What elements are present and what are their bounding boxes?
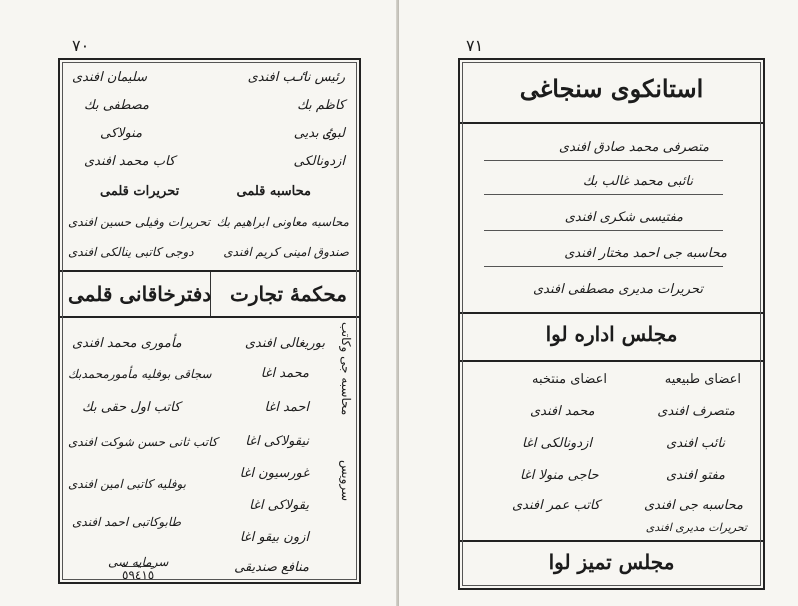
lower-row-1-right: بوریغالی افندی (244, 336, 325, 351)
side-note-2: سرویس (339, 460, 353, 502)
member-2-right: نائب افندی (666, 436, 725, 451)
member-4-right: محاسبه جی افندی (644, 498, 743, 513)
top-row-4-right: ازدونالکی (293, 154, 345, 169)
dotted-rule (484, 160, 723, 161)
footer-amount: ٥٩٤١٥ (122, 568, 155, 582)
council-heading: مجلس اداره لوا (545, 322, 678, 346)
official-5: تحریرات مدیری مصطفی افندی (532, 282, 703, 297)
right-page (399, 0, 798, 606)
official-3: مفتیسی شکری افندی (564, 210, 683, 225)
row2-2-right: صندوق امینی کریم افندی (223, 245, 349, 259)
column-header-natural: اعضای طبیعیه (664, 372, 741, 387)
official-4: محاسبه جی احمد مختار افندی (564, 246, 727, 261)
page-frame (458, 58, 765, 590)
top-row-3-left: منولاکی (100, 126, 143, 141)
column-header-left: تحریرات قلمی (100, 184, 180, 199)
divider (460, 540, 763, 542)
divider (60, 316, 359, 318)
column-header-right: محاسبه قلمی (236, 184, 311, 199)
member-5-right: تحریرات مدیری افندی (645, 521, 747, 534)
official-1: متصرفی محمد صادق افندی (558, 140, 709, 155)
top-row-1-right: رئیس ناٸب افندی (247, 70, 345, 85)
dotted-rule (484, 230, 723, 231)
divider (460, 360, 763, 362)
top-row-1-left: سلیمان افندی (72, 70, 148, 85)
lower-row-3-left: کاتب اول حقی بك (82, 400, 181, 415)
lower-row-6-right: یقولاکی اغا (249, 498, 309, 513)
lower-row-4-right: نیقولاکی اغا (245, 434, 309, 449)
side-note: محاسبه جی وکاتب (339, 322, 353, 416)
lower-row-1-left: مأموری محمد افندی (72, 336, 182, 351)
page-frame (58, 58, 361, 584)
member-3-right: مفتو افندی (665, 468, 725, 483)
row2-1-left: تحریرات وفیلی حسین افندی (68, 215, 211, 229)
column-header-elected: اعضای منتخبه (532, 372, 608, 387)
top-row-2-right: کاظم بك (297, 98, 345, 113)
dotted-rule (484, 194, 723, 195)
lower-row-2-right: محمد اغا (260, 366, 309, 381)
section-heading-commerce: محکمهٔ تجارت (230, 282, 347, 306)
lower-row-5-left: بوفلیه کاتبی امین افندی (68, 477, 186, 491)
member-4-left: کاتب عمر افندی (512, 498, 600, 513)
dotted-rule (484, 266, 723, 267)
page-number: ٧٠ (72, 36, 90, 55)
lower-row-7-right: ازون بیقو اغا (239, 530, 309, 545)
row2-1-right: محاسبه معاونی ابراهیم بك (216, 215, 349, 229)
lower-row-6-left: طابوکاتبی احمد افندی (72, 515, 182, 529)
top-row-4-left: کاب محمد افندی (84, 154, 176, 169)
lower-row-4-left: کاتب ثانی حسن شوکت افندی (68, 435, 218, 449)
page-number: ٧١ (466, 36, 484, 55)
lower-row-2-left: سجاقی بوفلیه مأمورمحمدبك (68, 367, 212, 381)
official-2: نائبی محمد غالب بك (582, 174, 693, 189)
bottom-heading: مجلس تمیز لوا (548, 550, 675, 574)
page-title: استانکوی سنجاغی (519, 74, 704, 103)
top-row-2-left: مصطفی بك (84, 98, 150, 113)
row2-2-left: دوجی کاتبی ینالکی افندی (68, 245, 194, 259)
footer-right: منافع صندیقی (234, 560, 309, 575)
lower-row-3-right: احمد اغا (264, 400, 309, 415)
member-1-right: متصرف افندی (657, 404, 735, 419)
top-row-3-right: لبوٸ بدیی (293, 126, 345, 141)
member-1-left: محمد افندی (530, 404, 595, 419)
footer-left: سرمایه سی (108, 555, 169, 569)
member-2-left: ازدونالکی اغا (522, 436, 593, 451)
divider (460, 122, 763, 124)
divider (460, 312, 763, 314)
lower-row-5-right: غورسیون اغا (239, 466, 309, 481)
section-heading-register: دفترخاقانی قلمی (68, 282, 212, 306)
member-3-left: حاجی منولا اغا (520, 468, 599, 483)
